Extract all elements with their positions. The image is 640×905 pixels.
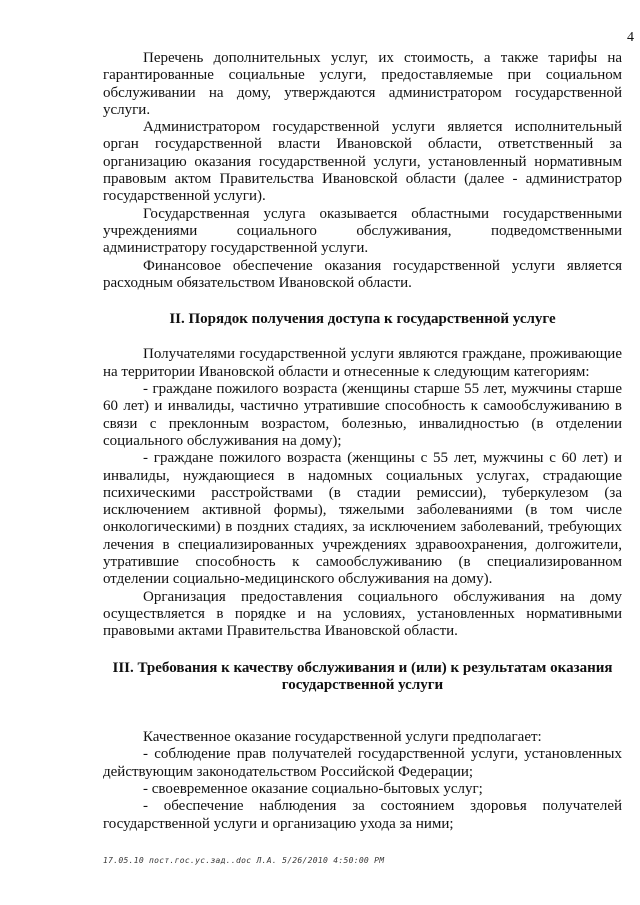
paragraph: Организация предоставления социального обслуживания на дому осуществляется в порядке и на условиях, установленных нормативными правовыми актами Правительства Ивановской области. [103, 588, 622, 640]
list-item: - своевременное оказание социально-бытовых услуг; [143, 780, 483, 797]
section-heading-quality: III. Требования к качеству обслуживания и (или) к результатам оказания государственной услуги [112, 659, 613, 693]
page-number: 4 [627, 30, 634, 45]
document-footer: 17.05.10 пост.гос.ус.зад..doc Л.А. 5/26/2010 4:50:00 PM [103, 856, 385, 865]
list-item: - обеспечение наблюдения за состоянием здоровья получателей государственной услуги и организацию ухода за ними; [103, 798, 622, 832]
paragraph: Администратором государственной услуги является исполнительный орган государственной власти Ивановской области, ответственный за организацию оказания государственной услуги, установленный нормативным правовым актом Правительства Ивановской области (далее - администратор государственной услуги). [103, 119, 622, 205]
paragraph: Финансовое обеспечение оказания государственной услуги является расходным обязательством Ивановской области. [103, 257, 622, 291]
list-item: - граждане пожилого возраста (женщины старше 55 лет, мужчины старше 60 лет) и инвалиды, частично утратившие способность к самообслуживанию в связи с преклонным возрастом, болезнью, инвалидностью (в отделении социального обслуживания на дому); [103, 381, 622, 449]
list-item: - граждане пожилого возраста (женщины с 55 лет, мужчины с 60 лет) и инвалиды, нуждающиеся в надомных социальных услугах, страдающие психическими расстройствами (в стадии ремиссии), туберкулезом (за исключением активной формы), тяжелыми заболеваниями (в том числе онкологическими) в поздних стадиях, за исключением заболеваний, требующих лечения в специализированных учреждениях здравоохранения, долгожители, утратившие способность к самообслуживанию (в специализированном отделении социально-медицинского обслуживания на дому). [103, 450, 622, 588]
paragraph: Качественное оказание государственной услуги предполагает: [143, 729, 542, 746]
list-item: - соблюдение прав получателей государственной услуги, установленных действующим законодательством Российской Федерации; [103, 746, 622, 780]
document-body [103, 50, 622, 833]
paragraph: Государственная услуга оказывается областными государственными учреждениями социального обслуживания, подведомственными администратору государственной услуги. [103, 205, 622, 257]
paragraph: Получателями государственной услуги являются граждане, проживающие на территории Ивановской области и отнесенные к следующим категориям: [103, 346, 622, 380]
paragraph: Перечень дополнительных услуг, их стоимость, а также тарифы на гарантированные социальные услуги, предоставляемые при социальном обслуживании на дому, утверждаются администратором государственной услуги. [103, 50, 622, 118]
section-heading-access: II. Порядок получения доступа к государственной услуге [169, 311, 556, 328]
